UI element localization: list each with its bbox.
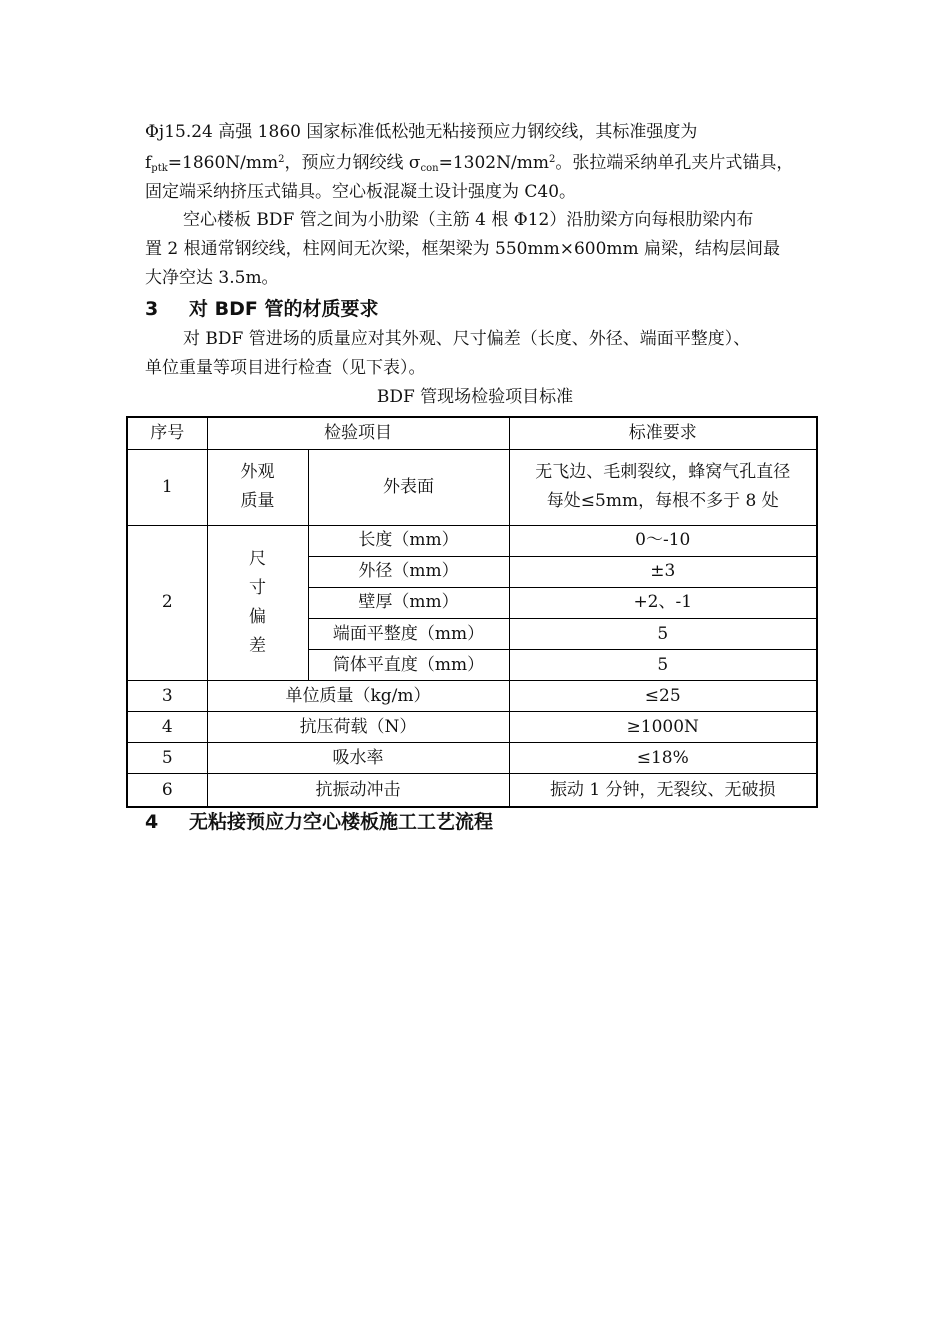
table-caption: BDF 管现场检验项目标准 <box>376 387 574 407</box>
cell-item: 端面平整度（mm） <box>308 619 509 650</box>
category-line: 质量 <box>240 491 275 512</box>
table-header-row <box>127 417 817 449</box>
cell-item: 外径（mm） <box>308 556 509 587</box>
paragraph-1-line-2 <box>145 151 793 175</box>
section-title: 无粘接预应力空心楼板施工工艺流程 <box>189 811 494 833</box>
table-row <box>127 525 817 556</box>
standard-line: 无飞边、毛刺裂纹，蜂窝气孔直径 <box>535 462 791 483</box>
cell-no: 1 <box>127 449 207 525</box>
cell-no: 2 <box>127 525 207 680</box>
cell-standard: +2、-1 <box>509 587 817 618</box>
section-title: 对 BDF 管的材质要求 <box>189 298 379 320</box>
section-3-heading <box>145 296 378 322</box>
inspection-table <box>126 416 818 808</box>
cell-standard: 5 <box>509 650 817 681</box>
table-row <box>127 681 817 712</box>
paragraph-2-line-2: 置 2 根通常钢绞线，柱网间无次梁，框架梁为 550mm×600mm 扁梁，结构层间最 <box>145 239 781 259</box>
cell-standard: 5 <box>509 619 817 650</box>
cell-category <box>207 525 308 680</box>
cell-item: 筒体平直度（mm） <box>308 650 509 681</box>
paragraph-3-line-2: 单位重量等项目进行检查（见下表）。 <box>145 358 426 378</box>
text-fragment: 。张拉端采纳单孔夹片式锚具， <box>555 153 794 173</box>
header-standard: 标准要求 <box>509 417 817 449</box>
cell-standard: 0～-10 <box>509 525 817 556</box>
cell-no: 5 <box>127 743 207 774</box>
superscript-2: 2 <box>278 154 285 165</box>
paragraph-1-line-1: Φj15.24 高强 1860 国家标准低松弛无粘接预应力钢绞线，其标准强度为 <box>145 122 698 142</box>
standard-line: 每处≤5mm，每根不多于 8 处 <box>546 491 779 512</box>
cell-standard: ≥1000N <box>509 712 817 743</box>
cell-item: 单位质量（kg/m） <box>207 681 509 712</box>
subscript-con: con <box>420 163 439 174</box>
category-char: 尺 <box>249 548 266 569</box>
header-no: 序号 <box>127 417 207 449</box>
paragraph-1-line-3: 固定端采纳挤压式锚具。空心板混凝土设计强度为 C40。 <box>145 182 577 202</box>
cell-no: 6 <box>127 774 207 807</box>
cell-category <box>207 449 308 525</box>
cell-standard: ≤18% <box>509 743 817 774</box>
cell-item: 抗压荷载（N） <box>207 712 509 743</box>
paragraph-3-line-1: 对 BDF 管进场的质量应对其外观、尺寸偏差（长度、外径、端面平整度）、 <box>183 329 751 349</box>
paragraph-2-line-3: 大净空达 3.5m。 <box>145 268 279 288</box>
cell-no: 3 <box>127 681 207 712</box>
category-char: 差 <box>249 635 266 656</box>
cell-item: 长度（mm） <box>308 525 509 556</box>
paragraph-2-line-1: 空心楼板 BDF 管之间为小肋梁（主筋 4 根 Φ12）沿肋梁方向每根肋梁内布 <box>183 210 754 230</box>
cell-item: 抗振动冲击 <box>207 774 509 807</box>
cell-item: 壁厚（mm） <box>308 587 509 618</box>
table-row <box>127 449 817 525</box>
table-row <box>127 743 817 774</box>
text-fragment: =1860N/mm <box>167 153 279 173</box>
cell-standard <box>509 449 817 525</box>
cell-standard: ±3 <box>509 556 817 587</box>
category-char: 偏 <box>249 606 266 627</box>
superscript-2: 2 <box>548 154 556 165</box>
cell-item: 吸水率 <box>207 743 509 774</box>
table-row <box>127 712 817 743</box>
category-line: 外观 <box>240 462 275 483</box>
category-char: 寸 <box>249 577 266 598</box>
text-fragment: =1302N/mm <box>438 153 549 173</box>
text-fragment: ，预应力钢绞线 σ <box>284 153 421 173</box>
section-number: 4 <box>145 811 159 833</box>
cell-item: 外表面 <box>308 449 509 525</box>
cell-no: 4 <box>127 712 207 743</box>
cell-standard: 振动 1 分钟，无裂纹、无破损 <box>509 774 817 807</box>
table-row <box>127 774 817 807</box>
section-number: 3 <box>145 298 159 320</box>
header-item: 检验项目 <box>207 417 509 449</box>
text-fragment: f <box>145 153 152 173</box>
subscript-ptk: ptk <box>151 163 168 174</box>
cell-standard: ≤25 <box>509 681 817 712</box>
section-4-heading <box>145 809 493 835</box>
